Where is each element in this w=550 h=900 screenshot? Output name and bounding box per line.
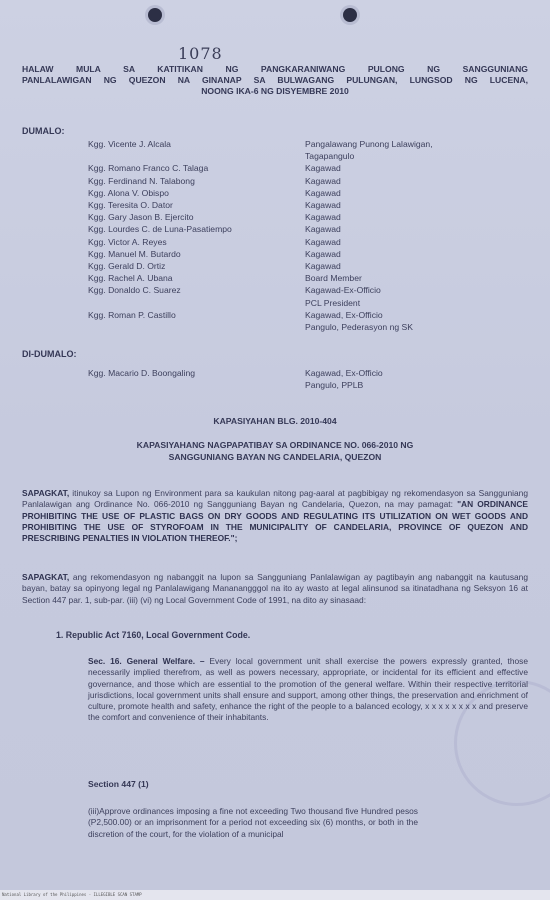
whereas-lead-2: SAPAGKAT, bbox=[22, 572, 70, 582]
dumalo-member-role: Kagawad bbox=[305, 248, 341, 259]
section-447-text: (iii)Approve ordinances imposing a fine not exceeding Two thousand five Hundred pesos (P2,500.00) or an imprisonment for a period not exceeding six (6) months, or both in the discretion of the court, for the violation of a municipal bbox=[88, 806, 418, 839]
resolution-title-line-1: KAPASIYAHANG NAGPAPATIBAY SA ORDINANCE NO. 066-2010 NG bbox=[136, 440, 414, 450]
whereas-lead-1: SAPAGKAT, bbox=[22, 488, 70, 498]
dumalo-member-role: Kagawad bbox=[305, 261, 341, 271]
document-number: 1078 bbox=[178, 44, 223, 63]
dumalo-member-name: Kgg. Teresita O. Dator bbox=[88, 200, 173, 210]
dumalo-member-role: Tagapangulo bbox=[305, 151, 355, 162]
punch-hole-right bbox=[343, 8, 357, 22]
di-dumalo-member-role: Pangulo, PPLB bbox=[305, 380, 364, 391]
dumalo-member-name: Kgg. Gerald D. Ortiz bbox=[88, 261, 166, 271]
dumalo-member-role: Kagawad, Ex-Officio bbox=[305, 309, 383, 320]
di-dumalo-label: DI-DUMALO: bbox=[22, 349, 77, 359]
di-dumalo-member-role: Kagawad, Ex-Officio bbox=[305, 368, 383, 378]
dumalo-member-role: PCL President bbox=[305, 297, 361, 308]
dumalo-member-name: Kgg. Romano Franco C. Talaga bbox=[88, 163, 209, 174]
document-header bbox=[22, 64, 528, 97]
header-line-3: NOONG IKA-6 NG DISYEMBRE 2010 bbox=[201, 86, 349, 96]
list-item-heading: 1. Republic Act 7160, Local Government Code. bbox=[56, 630, 251, 640]
sec16-paragraph bbox=[88, 656, 528, 724]
sec16-lead: Sec. 16. General Welfare. – bbox=[88, 656, 205, 666]
ordinance-title: "AN ORDINANCE PROHIBITING THE USE OF PLASTIC BAGS ON DRY GOODS AND REGULATING ITS UTILIZATION ON WET GOODS AND PROHIBITING THE USE OF STYROFOAM IN THE MUNICIPALITY OF CANDELARIA, PROVINCE OF QUEZON AND PRESCRIBING PENALTIES IN VIOLATION THEREOF."; bbox=[22, 499, 528, 544]
dumalo-member-name: Kgg. Vicente J. Alcala bbox=[88, 139, 171, 149]
dumalo-member-name: Kgg. Roman P. Castillo bbox=[88, 309, 176, 320]
whereas-paragraph-1 bbox=[22, 488, 528, 544]
dumalo-member-role: Kagawad bbox=[305, 163, 341, 174]
dumalo-member-name: Kgg. Ferdinand N. Talabong bbox=[88, 175, 195, 186]
resolution-title-line-2: SANGGUNIANG BAYAN NG CANDELARIA, QUEZON bbox=[168, 452, 382, 462]
di-dumalo-member-name: Kgg. Macario D. Boongaling bbox=[88, 368, 196, 378]
dumalo-member-role: Kagawad bbox=[305, 200, 341, 210]
dumalo-member-role: Kagawad bbox=[305, 212, 341, 223]
header-line-1: HALAW MULA SA KATITIKAN NG PANGKARANIWANG PULONG NG SANGGUNIANG bbox=[22, 64, 528, 74]
dumalo-member-name: Kgg. Manuel M. Butardo bbox=[88, 248, 181, 259]
resolution-number: KAPASIYAHAN BLG. 2010-404 bbox=[213, 416, 337, 426]
dumalo-member-name: Kgg. Victor A. Reyes bbox=[88, 236, 167, 247]
dumalo-member-role: Kagawad bbox=[305, 236, 341, 247]
whereas-text-2: ang rekomendasyon ng nabanggit na lupon sa Sangguniang Panlalawigan ay pagtibayin ang nabanggit na kautusang bayan, batay sa opinyong legal ng Panlalawigang Mananangggol na ito ay wasto at legal alinsunod sa itinatadhana ng Seksyon 16 at Section 447 par. 1, sub-par. (iii) (vi) ng Local Government Code of 1991, na dito ay sinasaad: bbox=[22, 572, 528, 605]
dumalo-member-name: Kgg. Gary Jason B. Ejercito bbox=[88, 212, 194, 223]
header-line-2: PANLALAWIGAN NG QUEZON NA GINANAP SA BULWAGANG PULUNGAN, LUNGSOD NG LUCENA, bbox=[22, 75, 528, 85]
dumalo-member-name: Kgg. Alona V. Obispo bbox=[88, 187, 169, 198]
section-447-heading: Section 447 (1) bbox=[88, 779, 149, 789]
whereas-paragraph-2 bbox=[22, 572, 528, 606]
punch-hole-left bbox=[148, 8, 162, 22]
dumalo-label: DUMALO: bbox=[22, 126, 65, 136]
dumalo-member-role: Pangalawang Punong Lalawigan, bbox=[305, 139, 433, 149]
dumalo-member-role: Pangulo, Pederasyon ng SK bbox=[305, 322, 413, 332]
dumalo-member-name: Kgg. Donaldo C. Suarez bbox=[88, 285, 181, 296]
sec16-text: Every local government unit shall exercise the powers expressly granted, those necessarily implied therefrom, as well as powers necessary, appropriate, or incidental for its efficient and effective governance, and those which are essential to the promotion of the general welfare. Within their respective territorial jurisdictions, local government units shall ensure and support, among other things, the preservation and enrichment of culture, promote health and safety, enhance the right of the people to a balanced ecology, x x x x x x x x and preserve the comfort and convenience of their inhabitants. bbox=[88, 656, 528, 723]
dumalo-member-name: Kgg. Lourdes C. de Luna-Pasatiempo bbox=[88, 224, 232, 235]
scan-footer: National Library of the Philippines · ILLEGIBLE SCAN STAMP bbox=[0, 890, 550, 900]
dumalo-member-role: Board Member bbox=[305, 273, 362, 284]
dumalo-member-role: Kagawad bbox=[305, 224, 341, 235]
dumalo-member-role: Kagawad-Ex-Officio bbox=[305, 285, 381, 296]
dumalo-member-role: Kagawad bbox=[305, 175, 341, 186]
whereas-text-1: itinukoy sa Lupon ng Environment para sa kaukulan nitong pag-aaral at pagbibigay ng rekomendasyon sa Sangguniang Panlalawigan ang Ordinance No. 066-2010 ng Sangguniang Bayan ng Candelaria, Quezon, na may pamagat: bbox=[22, 488, 528, 510]
dumalo-member-name: Kgg. Rachel A. Ubana bbox=[88, 273, 173, 284]
dumalo-member-role: Kagawad bbox=[305, 187, 341, 198]
